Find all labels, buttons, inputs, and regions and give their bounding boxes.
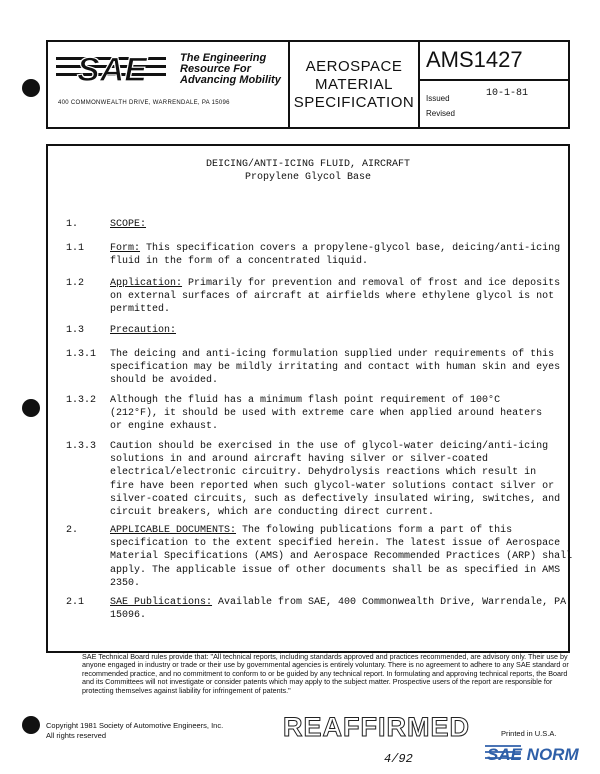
section-text bbox=[110, 242, 562, 268]
copyright-block bbox=[46, 721, 223, 741]
section-text bbox=[110, 524, 573, 590]
subtitle-line: Propylene Glycol Base bbox=[244, 172, 372, 183]
section-line: electrical/electronic circuitry. Dehydrolysis reactions which result in bbox=[110, 467, 537, 479]
section-line: 15096. bbox=[110, 610, 147, 622]
doc-number-box bbox=[420, 42, 568, 81]
doc-number-block bbox=[420, 42, 568, 127]
section-heading: Application: bbox=[110, 278, 183, 289]
section-heading: Form: bbox=[110, 243, 141, 254]
reaffirmed-stamp: REAFFIRMED bbox=[283, 712, 470, 742]
section-text bbox=[110, 324, 562, 337]
section-text bbox=[110, 394, 562, 434]
section-text bbox=[110, 277, 562, 317]
section-line: The folowing publications form a part of this bbox=[236, 525, 513, 536]
section-line: or engine exhaust. bbox=[110, 421, 219, 433]
sae-logo-block bbox=[48, 42, 290, 127]
technical-board-notice: SAE Technical Board rules provide that: "All technical reports, including standards approved and practices recommended, are advisory only. Their use by anyone engaged in industry or trade or their use by governmental agencies is entirely voluntary. There is no agreement to adhere to any SAE standard or recommended practice, and no commitment to conform to or be guided by any technical report. In formulating and approving technical reports, the Board and its Committees will not investigate or consider patents which may apply to the subject matter. Prospective users of the report are responsible for protecting themselves against liability for infringement of patents." bbox=[82, 652, 569, 695]
section-line: apply. The applicable issue of other documents shall be as specified in AMS bbox=[110, 564, 561, 576]
section-text bbox=[110, 218, 562, 231]
sae-logo bbox=[56, 51, 174, 85]
title-line: DEICING/ANTI-ICING FLUID, AIRCRAFT bbox=[205, 159, 411, 170]
section-line: specification may be mildly irritating and contact with human skin and eyes bbox=[110, 362, 561, 374]
spec-title-line: SPECIFICATION bbox=[293, 93, 415, 111]
section-number: 1.3.2 bbox=[66, 395, 97, 406]
spec-title-line: MATERIAL bbox=[315, 75, 393, 93]
rights-line: All rights reserved bbox=[46, 731, 107, 740]
section-line: Primarily for prevention and removal of frost and ice deposits bbox=[182, 278, 561, 289]
revised-label: Revised bbox=[426, 109, 455, 118]
section-number: 2.1 bbox=[66, 597, 85, 608]
section-number: 1.2 bbox=[66, 278, 85, 289]
sae-address: 400 COMMONWEALTH DRIVE, WARRENDALE, PA 15096 bbox=[58, 100, 230, 106]
doc-number: AMS1427 bbox=[426, 47, 523, 72]
issued-date: 10-1-81 bbox=[486, 88, 529, 99]
section-text bbox=[110, 440, 562, 519]
section-heading: APPLICABLE DOCUMENTS: bbox=[110, 525, 237, 536]
document-body bbox=[46, 144, 573, 653]
tagline-line: Advancing Mobility bbox=[180, 74, 281, 86]
section-line: solutions in and around aircraft having silver or silver-coated bbox=[110, 454, 489, 466]
section-number: 1.3.3 bbox=[66, 441, 97, 452]
section-line: 2350. bbox=[110, 577, 141, 589]
punch-hole bbox=[22, 79, 40, 97]
spec-title-line: AEROSPACE bbox=[305, 57, 403, 75]
section-line: permitted. bbox=[110, 304, 171, 316]
section-text bbox=[110, 348, 562, 388]
section-number: 1.3.1 bbox=[66, 349, 97, 360]
tagline-line: The Engineering bbox=[180, 52, 267, 64]
sae-norm-logo-text: SAE NORM bbox=[487, 745, 579, 764]
section-number: 1.1 bbox=[66, 243, 85, 254]
section-line: The deicing and anti-icing formulation supplied under requirements of this bbox=[110, 349, 555, 360]
section-line: fire have been reported when such glycol-water solutions contact silver or bbox=[110, 480, 555, 492]
document-title bbox=[48, 158, 568, 184]
issued-label: Issued bbox=[426, 94, 450, 103]
sae-logo-text: SAE bbox=[77, 51, 147, 85]
section-line: (212°F), it should be used with extreme care when applied around heaters bbox=[110, 408, 543, 420]
section-line: Available from SAE, 400 Commonwealth Drive, Warrendale, PA bbox=[212, 597, 567, 608]
section-line: Caution should be exercised in the use of glycol-water deicing/anti-icing bbox=[110, 441, 549, 452]
section-heading: SCOPE: bbox=[110, 219, 147, 230]
printed-in: Printed in U.S.A. bbox=[501, 729, 557, 738]
punch-hole bbox=[22, 399, 40, 417]
copyright-line: Copyright 1981 Society of Automotive Engineers, Inc. bbox=[46, 721, 224, 730]
sae-tagline bbox=[180, 53, 281, 86]
section-line: Material Specifications (AMS) and Aerospace Recommended Practices (ARP) shall bbox=[110, 551, 573, 563]
section-number: 1.3 bbox=[66, 325, 85, 336]
section-line: circuit breakers, which are conducting direct current. bbox=[110, 507, 435, 519]
section-line: Although the fluid has a minimum flash point requirement of 100°C bbox=[110, 395, 501, 406]
section-line: specification to the extent specified herein. The latest issue of Aerospace bbox=[110, 538, 561, 550]
handwritten-date: 4/92 bbox=[384, 752, 413, 766]
section-text bbox=[110, 596, 567, 622]
section-line: This specification covers a propylene-glycol base, deicing/anti-icing bbox=[140, 243, 561, 254]
tagline-line: Resource For bbox=[180, 63, 251, 75]
punch-hole bbox=[22, 716, 40, 734]
section-heading: Precaution: bbox=[110, 325, 177, 336]
section-number: 1. bbox=[66, 219, 79, 230]
section-line: silver-coated circuits, such as defectively insulated wiring, switches, and bbox=[110, 493, 561, 505]
section-heading: SAE Publications: bbox=[110, 597, 213, 608]
section-line: on external surfaces of aircraft at airfields where ethylene glycol is not bbox=[110, 291, 555, 303]
section-line: fluid in the form of a concentrated liquid. bbox=[110, 256, 369, 268]
section-number: 2. bbox=[66, 525, 79, 536]
section-line: should be avoided. bbox=[110, 375, 219, 387]
spec-title-block bbox=[290, 42, 420, 127]
document-header bbox=[46, 40, 570, 129]
sae-norm-logo bbox=[485, 740, 595, 766]
